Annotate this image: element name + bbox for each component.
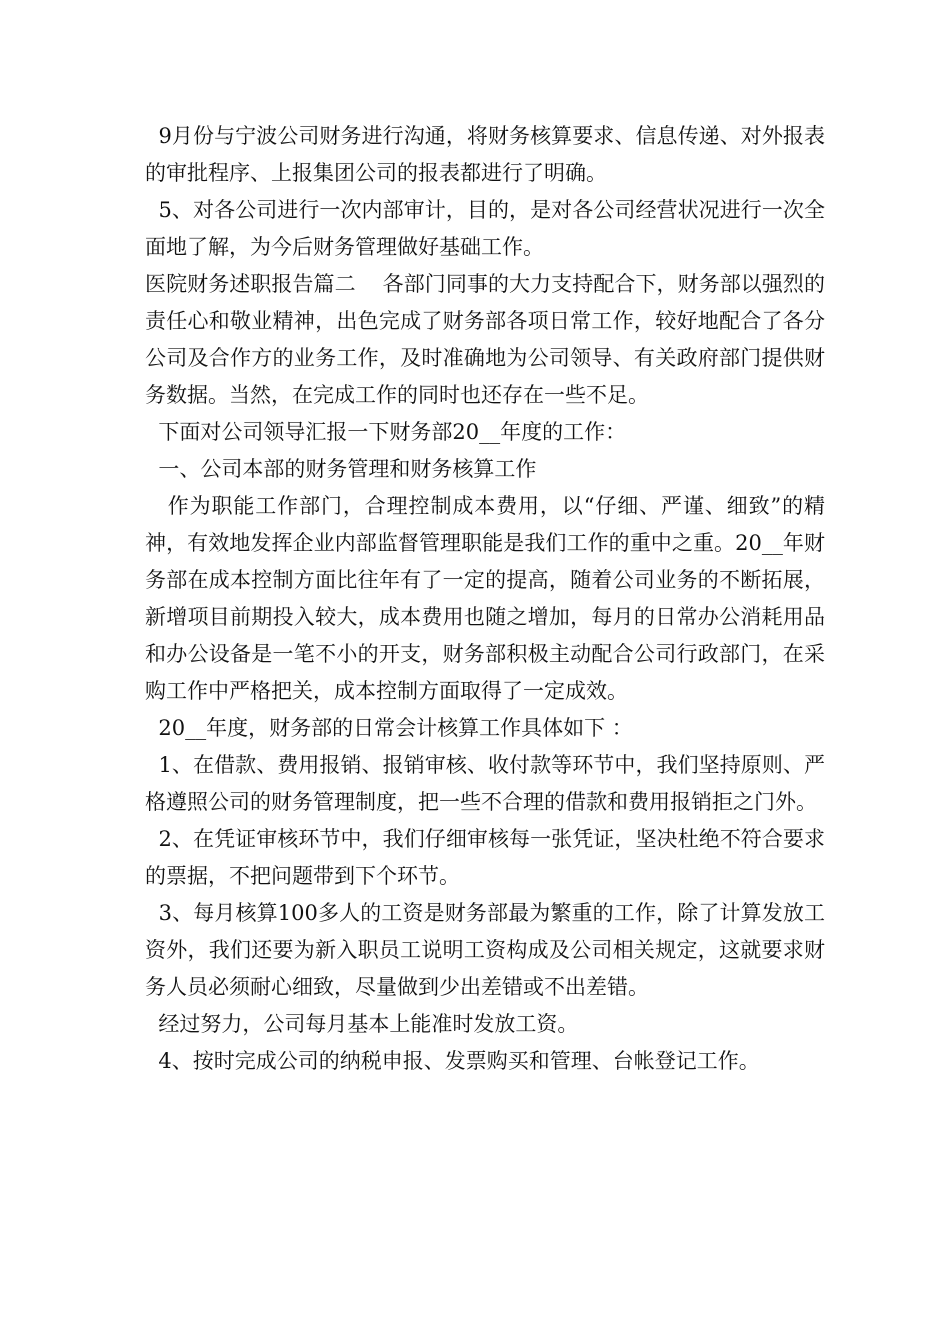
list-item-2: 2、在凭证审核环节中，我们仔细审核每一张凭证，坚决杜绝不符合要求的票据，不把问题带到下个环节。: [145, 827, 826, 888]
list-item-1: 1、在借款、费用报销、报销审核、收付款等环节中，我们坚持原则、严格遵照公司的财务管理制度，把一些不合理的借款和费用报销拒之门外。: [145, 753, 826, 814]
paragraph-ningbo-communication: 9月份与宁波公司财务进行沟通，将财务核算要求、信息传递、对外报表的审批程序、上报集团公司的报表都进行了明确。: [145, 124, 826, 185]
list-item-4: 4、按时完成公司的纳税申报、发票购买和管理、台帐登记工作。: [145, 1049, 760, 1073]
paragraph-salary-ontime: 经过努力，公司每月基本上能准时发放工资。: [145, 1012, 579, 1036]
paragraph-report-intro: 下面对公司领导汇报一下财务部20__年度的工作：: [145, 420, 627, 444]
list-item-3: 3、每月核算100多人的工资是财务部最为繁重的工作，除了计算发放工资外，我们还要为新入职员工说明工资构成及公司相关规定，这就要求财务人员必须耐心细致，尽量做到少出差错或不出差错。: [145, 901, 825, 999]
paragraph-internal-audit: 5、对各公司进行一次内部审计，目的，是对各公司经营状况进行一次全面地了解，为今后财务管理做好基础工作。: [145, 198, 826, 259]
document-body: [145, 118, 825, 1080]
paragraph-accounting-overview: 20__年度，财务部的日常会计核算工作具体如下 ：: [145, 716, 633, 740]
paragraph-cost-control: 作为职能工作部门，合理控制成本费用，以“仔细、严谨、细致”的精神，有效地发挥企业内部监督管理职能是我们工作的重中之重。20__年财务部在成本控制方面比往年有了一定的提高，随着公司业务的不断拓展，新增项目前期投入较大，成本费用也随之增加，每月的日常办公消耗用品和办公设备是一笔不小的开支，财务部积极主动配合公司行政部门，在采购工作中严格把关，成本控制方面取得了一定成效。: [145, 494, 825, 703]
section-heading-one: 一、公司本部的财务管理和财务核算工作: [145, 457, 537, 481]
paragraph-report-part-two: 医院财务述职报告篇二 各部门同事的大力支持配合下，财务部以强烈的责任心和敬业精神，出色完成了财务部各项日常工作，较好地配合了各分公司及合作方的业务工作，及时准确地为公司领导、有关政府部门提供财务数据。当然，在完成工作的同时也还存在一些不足。: [145, 272, 825, 407]
